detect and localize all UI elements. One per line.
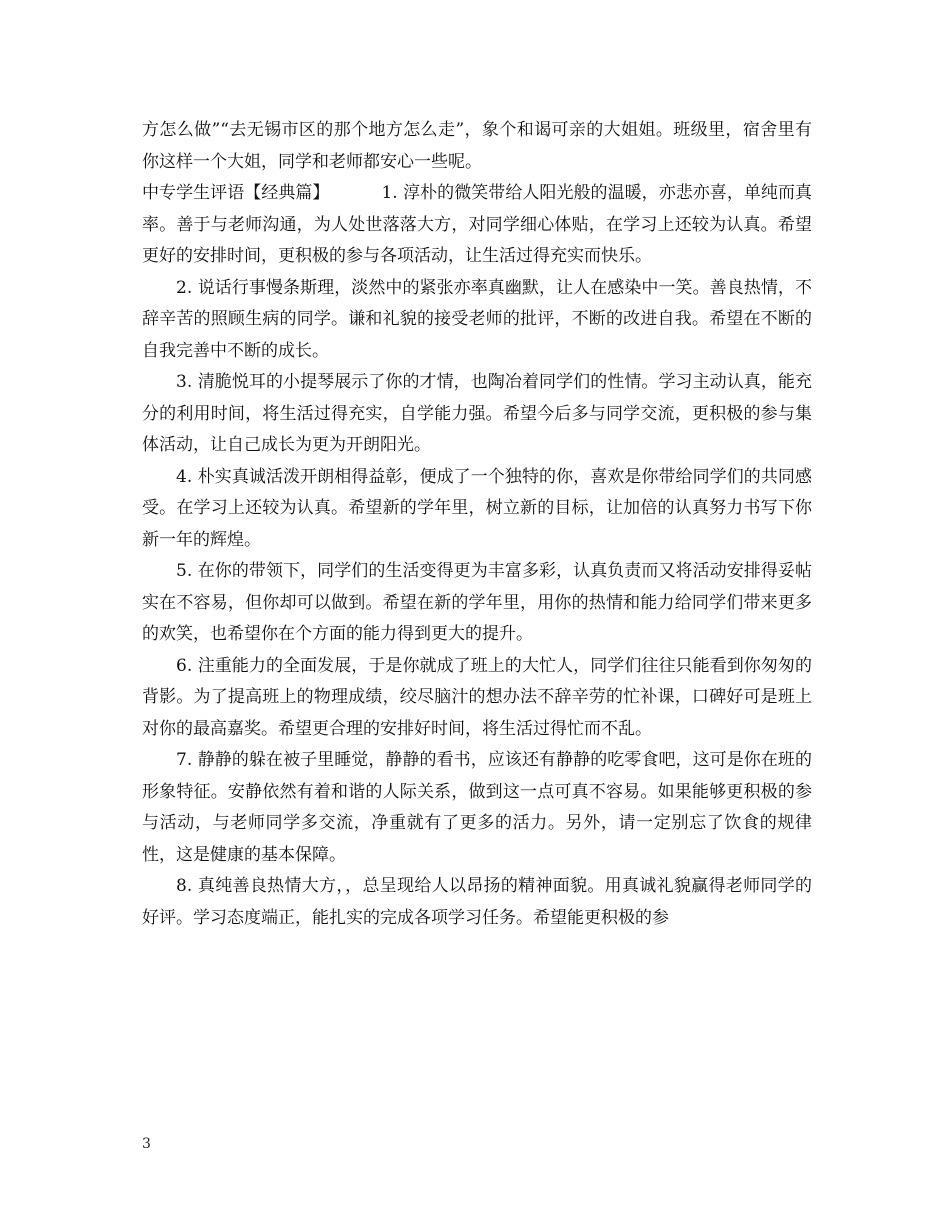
intro-paragraph: 方怎么做”“去无锡市区的那个地方怎么走”，象个和谒可亲的大姐姐。班级里，宿舍里有你这样一个大姐，同学和老师都安心一些呢。 — [142, 120, 812, 172]
comment-paragraph-3: 3. 清脆悦耳的小提琴展示了你的才情，也陶冶着同学们的性情。学习主动认真，能充分的利用时间，将生活过得充实，自学能力强。希望今后多与同学交流，更积极的参与集体活动，让自己成长为更为开朗阳光。 — [142, 372, 812, 455]
page-number: 3 — [142, 1136, 151, 1152]
comment-paragraph-6: 6. 注重能力的全面发展，于是你就成了班上的大忙人，同学们往往只能看到你匆匆的背影。为了提高班上的物理成绩，绞尽脑汁的想办法不辞辛劳的忙补课，口碑好可是班上对你的最高嘉奖。希望更合理的安排好时间，将生活过得忙而不乱。 — [142, 655, 812, 739]
comment-paragraph-4: 4. 朴实真诚活泼开朗相得益彰，便成了一个独特的你，喜欢是你带给同学们的共同感受。在学习上还较为认真。希望新的学年里，树立新的目标，让加倍的认真努力书写下你新一年的辉煌。 — [142, 466, 812, 550]
comment-paragraph-7: 7. 静静的躲在被子里睡觉，静静的看书，应该还有静静的吃零食吧，这可是你在班的形象特征。安静依然有着和谐的人际关系，做到这一点可真不容易。如果能够更积极的参与活动，与老师同学多交流，净重就有了更多的活力。另外，请一定别忘了饮食的规律性，这是健康的基本保障。 — [142, 750, 812, 865]
comment-paragraph-1: 1. 淳朴的微笑带给人阳光般的温暖，亦悲亦喜，单纯而真率。善于与老师沟通，为人处世落落大方，对同学细心体贴，在学习上还较为认真。希望更好的安排时间，更积极的参与各项活动，让生活过得充实而快乐。 — [142, 183, 813, 266]
comment-paragraph-5: 5. 在你的带领下，同学们的生活变得更为丰富多彩，认真负责而又将活动安排得妥帖实在不容易，但你却可以做到。希望在新的学年里，用你的热情和能力给同学们带来更多的欢笑，也希望你在个方面的能力得到更大的提升。 — [142, 561, 812, 644]
document-body — [142, 115, 812, 934]
comment-paragraph-2: 2. 说话行事慢条斯理，淡然中的紧张亦率真幽默，让人在感染中一笑。善良热情，不辞辛苦的照顾生病的同学。谦和礼貌的接受老师的批评，不断的改进自我。希望在不断的自我完善中不断的成长。 — [142, 277, 812, 361]
section-heading: 中专学生评语【经典篇】 — [142, 183, 330, 203]
comment-paragraph-8: 8. 真纯善良热情大方，，总呈现给人以昂扬的精神面貌。用真诚礼貌赢得老师同学的好评。学习态度端正，能扎实的完成各项学习任务。希望能更积极的参 — [142, 876, 812, 928]
section-heading-line — [142, 178, 812, 273]
